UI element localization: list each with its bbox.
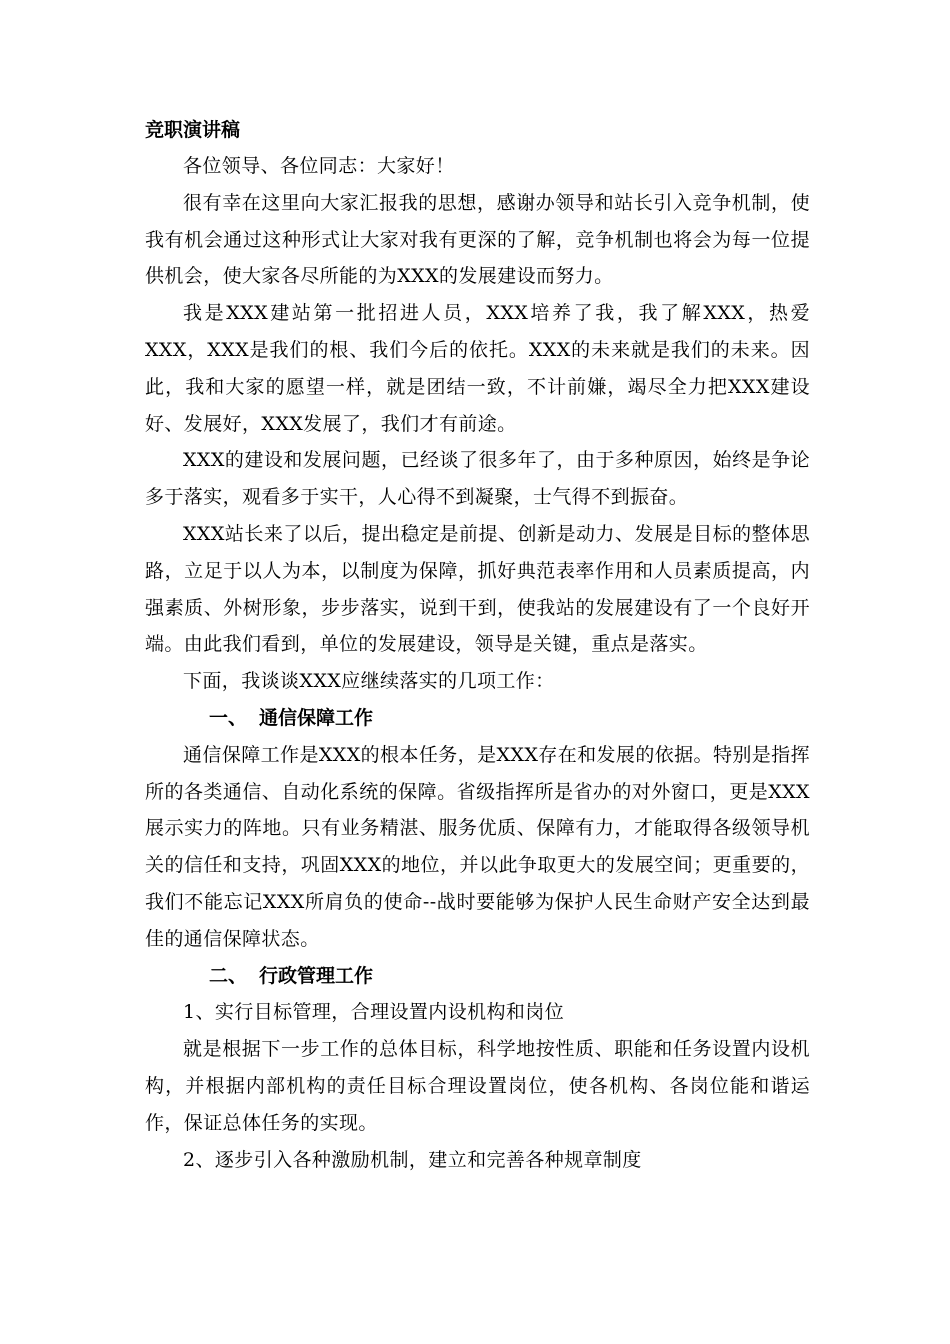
section-number: 二、: [209, 964, 248, 987]
document-body: [145, 113, 810, 1178]
section-heading-communications: [145, 700, 810, 737]
section-communications-body: 通信保障工作是XXX的根本任务，是XXX存在和发展的依据。特别是指挥所的各类通信、自动化系统的保障。省级指挥所是省办的对外窗口，更是XXX展示实力的阵地。只有业务精湛、服务优质、保障有力，才能取得各级领导机关的信任和支持，巩固XXX的地位，并以此争取更大的发展空间；更重要的，我们不能忘记XXX所肩负的使命--战时要能够为保护人民生命财产安全达到最佳的通信保障状态。: [145, 743, 810, 950]
paragraph-background: 我是XXX建站第一批招进人员，XXX培养了我，我了解XXX，热爱XXX，XXX是我们的根、我们今后的依托。XXX的未来就是我们的未来。因此，我和大家的愿望一样，就是团结一致，不计前嫌，竭尽全力把XXX建设好、发展好，XXX发展了，我们才有前途。: [145, 302, 810, 435]
paragraph-transition: 下面，我谈谈XXX应继续落实的几项工作：: [183, 670, 555, 693]
section-heading-administration: [145, 958, 810, 995]
paragraph-leadership: XXX站长来了以后，提出稳定是前提、创新是动力、发展是目标的整体思路，立足于以人为本，以制度为保障，抓好典范表率作用和人员素质提高，内强素质、外树形象，步步落实，说到干到，使我站的发展建设有了一个良好开端。由此我们看到，单位的发展建设，领导是关键，重点是落实。: [145, 522, 810, 656]
document-title: 竞职演讲稿: [145, 119, 241, 141]
greeting-paragraph: 各位领导、各位同志：大家好！: [183, 155, 455, 177]
paragraph-intro: 很有幸在这里向大家汇报我的思想，感谢办领导和站长引入竞争机制，使我有机会通过这种形式让大家对我有更深的了解，竞争机制也将会为每一位提供机会，使大家各尽所能的为XXX的发展建设而努力。: [145, 191, 810, 288]
section-number: 一、: [209, 706, 248, 729]
section-title: 通信保障工作: [259, 706, 374, 729]
admin-item-2-heading: 2、逐步引入各种激励机制，建立和完善各种规章制度: [183, 1148, 642, 1171]
paragraph-problems: XXX的建设和发展问题，已经谈了很多年了，由于多种原因，始终是争论多于落实，观看多于实干，人心得不到凝聚，士气得不到振奋。: [145, 449, 810, 509]
admin-item-1-heading: 1、实行目标管理，合理设置内设机构和岗位: [183, 1001, 565, 1024]
section-title: 行政管理工作: [259, 964, 374, 987]
admin-item-1-body: 就是根据下一步工作的总体目标，科学地按性质、职能和任务设置内设机构，并根据内部机构的责任目标合理设置岗位，使各机构、各岗位能和谐运作，保证总体任务的实现。: [145, 1038, 810, 1134]
